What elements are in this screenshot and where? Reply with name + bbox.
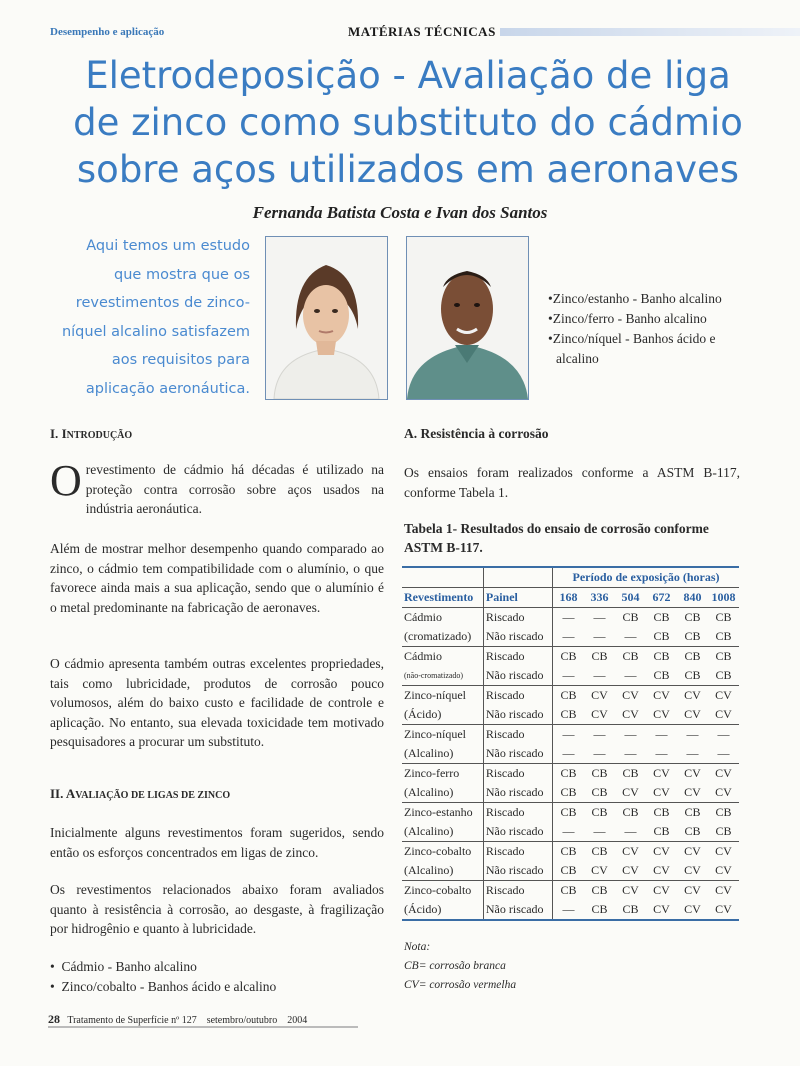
cell-result: CV <box>622 785 639 799</box>
cell-result: CB <box>677 647 708 667</box>
issue-date: setembro/outubro <box>206 1015 278 1026</box>
cell-result: CV <box>653 707 670 721</box>
cell-result: — <box>624 629 637 643</box>
cell-result: CV <box>684 707 701 721</box>
cell-painel: Riscado <box>483 842 552 862</box>
cell-result: CB <box>553 881 585 901</box>
cell-result: CB <box>615 764 646 784</box>
column-header-revestimento: Revestimento <box>402 588 483 608</box>
cell-result: CV <box>646 764 677 784</box>
table-body <box>402 608 739 921</box>
cell-result: CB <box>553 764 585 784</box>
issue-year: 2004 <box>287 1015 308 1026</box>
page-number: 28 <box>48 1012 60 1026</box>
cell-painel: Riscado <box>483 764 552 784</box>
cell-revestimento: (Ácido) <box>402 705 483 725</box>
cell-painel: Riscado <box>483 647 552 667</box>
section-label: Desempenho e aplicação <box>50 26 165 38</box>
cell-result: — <box>655 746 668 760</box>
column-header-hours: 504 <box>621 590 640 604</box>
note-line: CB= corrosão branca <box>404 960 506 972</box>
cell-result: CB <box>553 842 585 862</box>
cell-result: CV <box>677 842 708 862</box>
list-item: • Zinco/cobalto - Banhos ácido e alcalino <box>50 978 277 994</box>
section-heading-avaliacao: II. AVALIAÇÃO DE LIGAS DE ZINCO <box>50 786 231 801</box>
cell-result: CB <box>584 881 615 901</box>
cell-painel: Não riscado <box>483 783 552 803</box>
cell-result: CB <box>708 608 739 628</box>
cell-result: — <box>593 746 606 760</box>
cell-painel: Não riscado <box>483 666 552 686</box>
cell-result: CV <box>591 863 608 877</box>
cell-result: CV <box>677 764 708 784</box>
author-photo-fernanda <box>265 236 388 400</box>
cell-result: CB <box>684 824 701 838</box>
cell-result: CB <box>715 629 732 643</box>
cell-result: CB <box>684 629 701 643</box>
cell-result: CV <box>715 707 732 721</box>
cell-result: CB <box>684 668 701 682</box>
cell-result: CV <box>622 863 639 877</box>
cell-result: CV <box>646 686 677 706</box>
list-item: •Zinco/níquel - Banhos ácido e alcalino <box>548 331 716 366</box>
cell-result: CB <box>560 707 577 721</box>
intro-blurb <box>60 232 250 403</box>
footer-rule <box>48 1026 358 1028</box>
list-item: • Cádmio - Banho alcalino <box>50 959 197 974</box>
intro-line: aplicação aeronáutica. <box>85 380 250 397</box>
title-line: de zinco como substituto do cádmio <box>73 101 743 144</box>
table-row <box>402 822 739 842</box>
page-footer <box>48 1012 307 1027</box>
corrosion-results-table <box>402 566 739 921</box>
note-line: CV= corrosão vermelha <box>404 979 517 991</box>
table-header-empty <box>483 567 552 588</box>
cell-result: CB <box>591 785 608 799</box>
cell-result: CB <box>560 863 577 877</box>
note-line: Nota: <box>404 941 431 953</box>
column-header-hours: 336 <box>590 590 609 604</box>
cell-result: CB <box>715 668 732 682</box>
cell-result: CV <box>715 902 732 916</box>
table-row <box>402 783 739 803</box>
cell-result: CV <box>646 842 677 862</box>
column-header-painel: Painel <box>483 588 552 608</box>
cell-revestimento: Zinco-ferro <box>402 764 483 784</box>
cell-result: CV <box>715 863 732 877</box>
cell-result: CB <box>653 824 670 838</box>
table-row <box>402 705 739 725</box>
cell-result: — <box>708 725 739 745</box>
authors: Fernanda Batista Costa e Ivan dos Santos <box>252 203 548 222</box>
paragraph: O cádmio apresenta também outras excelentes propriedades, tais como lubricidade, produtos de corrosão pouco volumosos, além do baixo custo e facilidade de controle e aplicação. No entanto, sua elevada toxicidade tem motivado pesquisadores a procurar um substituto. <box>50 656 384 749</box>
table-row <box>402 764 739 784</box>
cell-result: CV <box>715 785 732 799</box>
cell-result: CV <box>677 881 708 901</box>
cell-result: — <box>593 668 606 682</box>
cell-result: CV <box>615 842 646 862</box>
cell-result: — <box>593 629 606 643</box>
cell-result: CB <box>708 647 739 667</box>
cell-result: — <box>615 725 646 745</box>
intro-line: aos requisitos para <box>111 352 250 368</box>
cell-result: CB <box>584 842 615 862</box>
cell-revestimento: (Alcalino) <box>402 783 483 803</box>
cell-result: CB <box>615 647 646 667</box>
cell-painel: Não riscado <box>483 627 552 647</box>
cell-result: — <box>584 725 615 745</box>
table-row <box>402 861 739 881</box>
cell-painel: Riscado <box>483 725 552 745</box>
column-header-hours: 168 <box>559 590 578 604</box>
table-row <box>402 647 739 667</box>
cell-revestimento: Cádmio <box>402 647 483 667</box>
cell-painel: Riscado <box>483 608 552 628</box>
cell-result: — <box>646 725 677 745</box>
cell-result: CV <box>708 764 739 784</box>
table-row <box>402 842 739 862</box>
cell-result: CV <box>591 707 608 721</box>
header-stripe <box>500 28 800 36</box>
cell-result: CV <box>615 686 646 706</box>
column-header-hours: 840 <box>683 590 702 604</box>
cell-result: CV <box>684 863 701 877</box>
table-row <box>402 666 739 686</box>
author-photo-ivan <box>406 236 529 400</box>
cell-painel: Não riscado <box>483 861 552 881</box>
paragraph: Os ensaios foram realizados conforme a ASTM B-117, conforme Tabela 1. <box>404 465 740 500</box>
cell-result: CV <box>653 902 670 916</box>
cell-result: — <box>553 608 585 628</box>
cell-result: CV <box>653 785 670 799</box>
cell-result: CB <box>584 764 615 784</box>
drop-cap: O <box>50 456 82 505</box>
list-item: •Zinco/ferro - Banho alcalino <box>548 311 707 326</box>
table-row <box>402 725 739 745</box>
cell-result: CV <box>653 863 670 877</box>
cell-revestimento: (Alcalino) <box>402 861 483 881</box>
cell-result: CB <box>677 608 708 628</box>
cell-painel: Riscado <box>483 803 552 823</box>
table-caption: Tabela 1- Resultados do ensaio de corrosão conforme ASTM B-117. <box>404 521 709 555</box>
cell-result: — <box>624 746 637 760</box>
cell-result: — <box>624 668 637 682</box>
intro-line: níquel alcalino satisfazem <box>61 323 250 340</box>
cell-result: CB <box>715 824 732 838</box>
list-item: •Zinco/estanho - Banho alcalino <box>548 291 722 306</box>
intro-line: que mostra que os <box>114 266 250 283</box>
cell-painel: Não riscado <box>483 705 552 725</box>
section-heading-introducao: I. INTRODUÇÃO <box>50 426 133 441</box>
title-line: sobre aços utilizados em aeronaves <box>76 148 740 191</box>
cell-revestimento: Zinco-cobalto <box>402 881 483 901</box>
article-title <box>48 52 768 193</box>
cell-result: CV <box>677 686 708 706</box>
cell-result: CB <box>708 803 739 823</box>
cell-result: — <box>562 746 575 760</box>
cell-result: — <box>553 725 585 745</box>
cell-result: CB <box>622 902 639 916</box>
cell-result: CV <box>708 686 739 706</box>
cell-result: CV <box>615 881 646 901</box>
cell-result: CB <box>646 647 677 667</box>
table-row <box>402 744 739 764</box>
cell-painel: Riscado <box>483 686 552 706</box>
cell-result: CV <box>646 881 677 901</box>
cell-result: CB <box>615 608 646 628</box>
period-header: Período de exposição (horas) <box>572 570 720 584</box>
cell-result: CB <box>553 686 585 706</box>
paragraph: Inicialmente alguns revestimentos foram sugeridos, sendo então os esforços concentrados em ligas de zinco. <box>50 825 384 860</box>
table-header-empty <box>402 567 483 588</box>
cell-revestimento: Zinco-estanho <box>402 803 483 823</box>
cell-result: CB <box>646 803 677 823</box>
column-header-hours: 1008 <box>711 590 736 604</box>
paragraph: Os revestimentos relacionados abaixo foram avaliados quanto à resistência à corrosão, ao desgaste, à fragilização por hidrogênio e quanto à lubricidade. <box>50 882 384 936</box>
cell-revestimento: (Alcalino) <box>402 822 483 842</box>
cell-result: CB <box>677 803 708 823</box>
column-header-hours: 672 <box>652 590 671 604</box>
cell-result: — <box>624 824 637 838</box>
paragraph: Orevestimento de cádmio há décadas é utilizado na proteção contra corrosão sobre aços usados na indústria aeronáutica. <box>50 456 384 516</box>
journal-name: Tratamento de Superfície nº 127 <box>67 1015 197 1026</box>
cell-result: — <box>562 629 575 643</box>
paragraph: Além de mostrar melhor desempenho quando comparado ao zinco, o cádmio tem compatibilidade com o alumínio, o que favorece ainda mais a sua aplicação, sendo que o alumínio é o metal predominante na fabricação de aeronaves. <box>50 541 384 615</box>
cell-result: — <box>593 824 606 838</box>
cell-revestimento: (Alcalino) <box>402 744 483 764</box>
cell-revestimento: (não-cromatizado) <box>402 666 483 686</box>
cell-result: — <box>562 668 575 682</box>
cell-result: CB <box>584 647 615 667</box>
cell-result: CB <box>653 629 670 643</box>
cell-revestimento: Cádmio <box>402 608 483 628</box>
section-heading-resistencia: A. Resistência à corrosão <box>404 426 549 441</box>
cell-painel: Não riscado <box>483 744 552 764</box>
cell-result: — <box>677 725 708 745</box>
cell-result: CV <box>684 902 701 916</box>
cell-revestimento: Zinco-cobalto <box>402 842 483 862</box>
cell-result: CB <box>560 785 577 799</box>
running-header <box>30 24 800 42</box>
cell-result: CV <box>584 686 615 706</box>
cell-result: CV <box>708 842 739 862</box>
intro-line: Aqui temos um estudo <box>86 238 250 254</box>
table-row <box>402 627 739 647</box>
table-row <box>402 900 739 920</box>
cell-revestimento: (Ácido) <box>402 900 483 920</box>
cell-result: CB <box>584 803 615 823</box>
cell-result: CV <box>684 785 701 799</box>
title-line: Eletrodeposição - Avaliação de liga <box>85 54 731 97</box>
bullet-list <box>50 957 384 996</box>
cell-revestimento: Zinco-níquel <box>402 686 483 706</box>
cell-result: — <box>562 824 575 838</box>
table-row <box>402 881 739 901</box>
cell-painel: Não riscado <box>483 900 552 920</box>
cell-result: CB <box>553 803 585 823</box>
cell-result: — <box>584 608 615 628</box>
cell-painel: Não riscado <box>483 822 552 842</box>
cell-revestimento: Zinco-níquel <box>402 725 483 745</box>
intro-line: revestimentos de zinco- <box>75 295 250 311</box>
coating-bullet-list <box>548 289 748 369</box>
table-notes <box>404 938 516 995</box>
cell-result: CB <box>653 668 670 682</box>
cell-result: CB <box>646 608 677 628</box>
table-row <box>402 803 739 823</box>
table-row <box>402 608 739 628</box>
cell-result: CB <box>615 803 646 823</box>
category-label: MATÉRIAS TÉCNICAS <box>348 24 496 39</box>
cell-result: — <box>717 746 730 760</box>
cell-painel: Riscado <box>483 881 552 901</box>
cell-revestimento: (cromatizado) <box>402 627 483 647</box>
table-row <box>402 686 739 706</box>
cell-result: CV <box>708 881 739 901</box>
cell-result: CV <box>622 707 639 721</box>
cell-result: CB <box>591 902 608 916</box>
cell-result: CB <box>553 647 585 667</box>
cell-result: — <box>562 902 575 916</box>
cell-result: — <box>686 746 699 760</box>
